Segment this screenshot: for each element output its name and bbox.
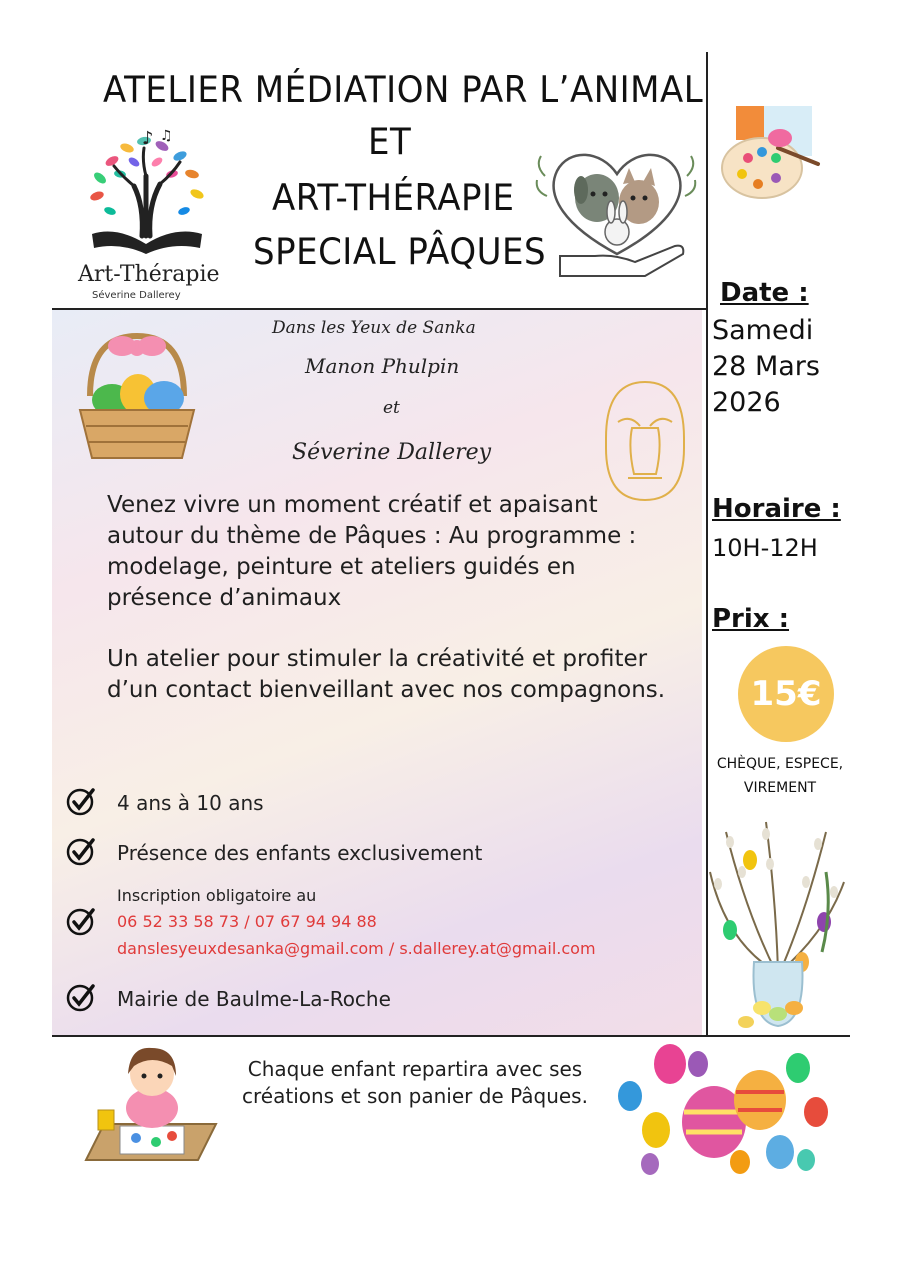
logo-name: Art-Thérapie (78, 262, 220, 287)
date-line-3: 2026 (712, 387, 781, 418)
check-icon (66, 786, 96, 816)
check-icon (66, 906, 96, 936)
paint-palette-icon (718, 102, 826, 206)
footer-message: Chaque enfant repartira avec ses créations et son panier de Pâques. (242, 1057, 588, 1108)
animals-heart-icon (535, 136, 700, 286)
pottery-hands-icon (600, 378, 690, 504)
payment-methods (705, 752, 855, 800)
inscription-label: Inscription obligatoire au (117, 886, 317, 905)
organization-name: Dans les Yeux de Sanka (272, 318, 476, 338)
svg-text:♪: ♪ (142, 128, 154, 149)
date-label: Date : (720, 278, 809, 308)
easter-branches-vase-icon (706, 812, 850, 1034)
date-line-1: Samedi (712, 315, 814, 346)
description-paragraph-2: Un atelier pour stimuler la créativité et profiter d’un contact bienveillant avec nos compagnons. (107, 646, 666, 703)
tree-logo-icon (72, 126, 222, 258)
price-badge: 15€ (738, 646, 834, 742)
age-range: 4 ans à 10 ans (117, 791, 264, 815)
title-line-3: ART-THÉRAPIE (272, 176, 515, 220)
title-line-4: SPECIAL PÂQUES (253, 230, 547, 274)
check-icon (66, 982, 96, 1012)
easter-eggs-icon (610, 1040, 836, 1180)
description-paragraph-1: Venez vivre un moment créatif et apaisant autour du thème de Pâques : Au programme : modelage, peinture et ateliers guidés en présence d’animaux (107, 492, 637, 611)
intervenant-2: Séverine Dallerey (292, 440, 492, 465)
price-label: Prix : (712, 604, 790, 634)
date-line-2: 28 Mars (712, 351, 820, 382)
check-icon (66, 836, 96, 866)
title-line-1: ATELIER MÉDIATION PAR L’ANIMAL (103, 68, 704, 112)
svg-text:♫: ♫ (160, 128, 173, 144)
hours-value: 10H-12H (712, 534, 818, 562)
child-painting-icon (80, 1040, 222, 1172)
hours-label: Horaire : (712, 494, 841, 524)
payment-line-1: CHÈQUE, ESPECE, (716, 756, 844, 772)
presence-requirement: Présence des enfants exclusivement (117, 841, 483, 865)
email-addresses[interactable]: danslesyeuxdesanka@gmail.com / s.dallerey.at@gmail.com (117, 939, 596, 958)
intervenant-1: Manon Phulpin (305, 354, 460, 378)
payment-line-2: VIREMENT (743, 780, 817, 796)
title-line-2: ET (368, 120, 412, 164)
and-text: et (383, 398, 400, 418)
footer-divider (52, 1035, 850, 1037)
location: Mairie de Baulme-La-Roche (117, 987, 391, 1011)
phone-numbers[interactable]: 06 52 33 58 73 / 07 67 94 94 88 (117, 912, 377, 931)
logo-subtitle: Séverine Dallerey (92, 290, 181, 301)
easter-basket-icon (76, 326, 198, 464)
